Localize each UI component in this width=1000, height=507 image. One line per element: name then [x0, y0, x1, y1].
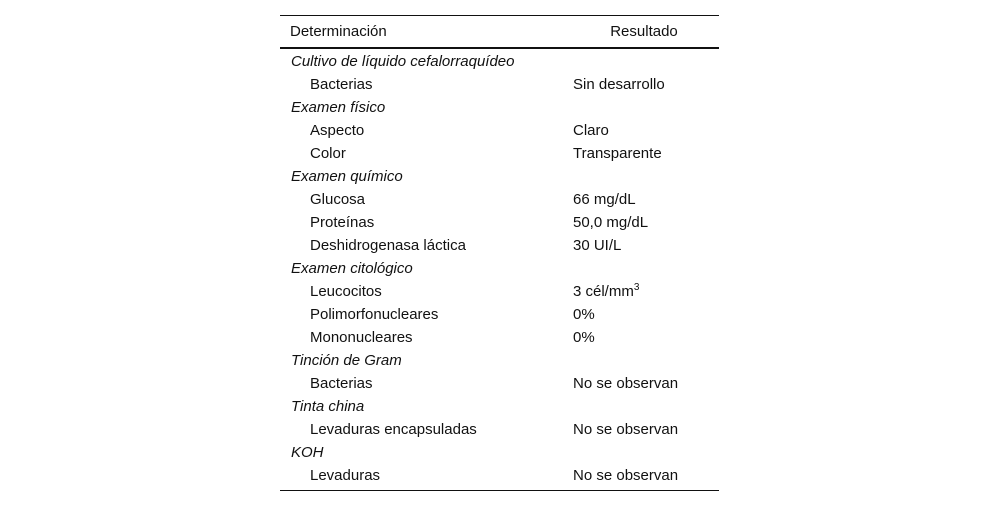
section-cytological: Examen citológico: [291, 260, 413, 277]
row-value-mono: 0%: [573, 329, 595, 346]
header-result: Resultado: [610, 23, 678, 40]
table-row: [280, 464, 719, 491]
section-row: [280, 48, 719, 73]
table-row: [280, 211, 719, 234]
section-csf-culture: Cultivo de líquido cefalorraquídeo: [291, 53, 515, 70]
section-row: [280, 257, 719, 280]
leucocitos-superscript: 3: [633, 282, 640, 293]
section-chemical: Examen químico: [291, 168, 403, 185]
row-value-bacterias-culture: Sin desarrollo: [573, 76, 665, 93]
row-label-glucosa: Glucosa: [310, 191, 366, 208]
row-value-polimorfo: 0%: [573, 306, 595, 323]
section-koh: KOH: [291, 444, 324, 461]
row-value-aspecto: Claro: [573, 122, 609, 139]
table-header-row: [280, 16, 719, 49]
table-row: [280, 303, 719, 326]
row-label-aspecto: Aspecto: [310, 122, 365, 139]
table-row: [280, 234, 719, 257]
row-value-ldh: 30 UI/L: [573, 237, 622, 254]
section-row: [280, 349, 719, 372]
row-label-bacterias-gram: Bacterias: [310, 375, 373, 392]
row-value-color: Transparente: [573, 145, 662, 162]
table-row: [280, 119, 719, 142]
row-value-levaduras-enc: No se observan: [573, 421, 679, 438]
section-india-ink: Tinta china: [291, 398, 365, 415]
row-label-levaduras-enc: Levaduras encapsuladas: [310, 421, 477, 438]
row-label-color: Color: [310, 145, 346, 162]
table-row: [280, 372, 719, 395]
section-gram: Tinción de Gram: [291, 352, 402, 369]
leucocitos-value-text: 3 cél/mm: [573, 283, 634, 300]
row-label-leucocitos: Leucocitos: [310, 283, 382, 300]
table-row: [280, 188, 719, 211]
row-label-levaduras: Levaduras: [310, 467, 381, 484]
header-determination: Determinación: [290, 23, 387, 40]
row-label-ldh: Deshidrogenasa láctica: [310, 237, 466, 254]
table-row: [280, 280, 719, 303]
row-value-glucosa: 66 mg/dL: [573, 191, 636, 208]
section-row: [280, 395, 719, 418]
row-label-mono: Mononucleares: [310, 329, 413, 346]
table-row: [280, 418, 719, 441]
row-label-proteinas: Proteínas: [310, 214, 375, 231]
section-row: [280, 165, 719, 188]
row-value-levaduras: No se observan: [573, 467, 679, 484]
section-row: [280, 96, 719, 119]
results-table-container: [280, 15, 719, 491]
table-row: [280, 142, 719, 165]
row-value-bacterias-gram: No se observan: [573, 375, 679, 392]
row-value-proteinas: 50,0 mg/dL: [573, 214, 649, 231]
row-value-leucocitos: [573, 280, 719, 303]
table-row: [280, 326, 719, 349]
row-label-bacterias-culture: Bacterias: [310, 76, 373, 93]
section-row: [280, 441, 719, 464]
section-physical: Examen físico: [291, 99, 386, 116]
row-label-polimorfo: Polimorfonucleares: [310, 306, 439, 323]
table-row: [280, 73, 719, 96]
csf-results-table: [280, 15, 719, 491]
